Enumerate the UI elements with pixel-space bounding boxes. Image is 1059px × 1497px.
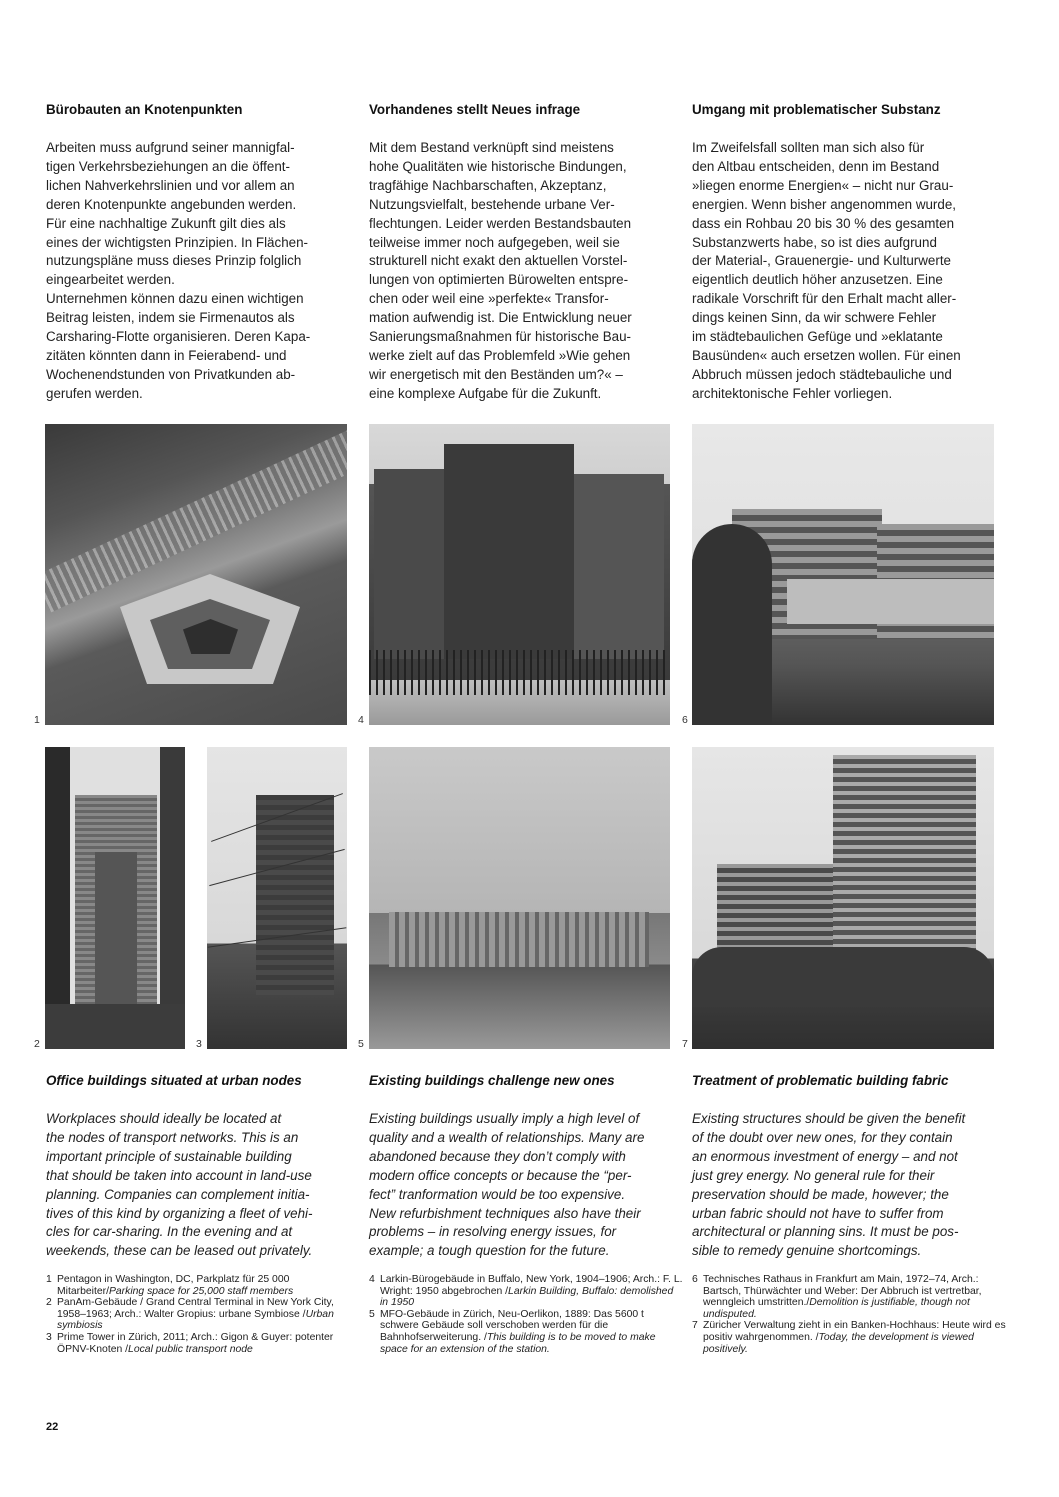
figure-number-5: 5 — [358, 1038, 364, 1050]
english-column-2 — [369, 1072, 679, 1261]
figure-number-4: 4 — [358, 714, 364, 726]
captions-column-2 — [369, 1274, 684, 1355]
photo-larkin-building — [369, 424, 670, 725]
body-text: Existing buildings usually imply a high level of quality and a wealth of relationships. Many are abandoned because they don’t comply with modern office concepts or because the “per- fect” tranformation would be too expensive. New refurbishment techniques also have their problems – in resolving energy issues, for example; a tough question for the future. — [369, 1111, 645, 1259]
photo-prime-tower — [207, 747, 347, 1049]
page-number: 22 — [46, 1421, 59, 1433]
figure-number-1: 1 — [34, 714, 40, 726]
photo-technisches-rathaus — [692, 424, 994, 725]
section-heading: Existing buildings challenge new ones — [369, 1073, 615, 1088]
captions-column-1 — [46, 1274, 361, 1355]
section-heading: Treatment of problematic building fabric — [692, 1073, 949, 1088]
english-column-1 — [46, 1072, 356, 1261]
english-column-3 — [692, 1072, 1002, 1261]
german-column-2 — [369, 101, 679, 404]
caption-item: 2 PanAm-Gebäude / Grand Central Terminal in New York City, 1958–1963; Arch.: Walter Gropius: urbane Symbiose /Urban symbiosis — [46, 1297, 334, 1332]
photo-pentagon-aerial — [45, 424, 347, 725]
caption-item: 1 Pentagon in Washington, DC, Parkplatz für 25 000 Mitarbeiter/Parking space for 25,000 staff members — [46, 1274, 294, 1297]
caption-item: 4 Larkin-Bürogebäude in Buffalo, New York, 1904–1906; Arch.: F. L. Wright: 1950 abgebrochen /Larkin Building, Buffalo: demolished in 1950 — [369, 1274, 683, 1309]
german-column-1 — [46, 101, 356, 404]
body-text: Existing structures should be given the benefit of the doubt over new ones, for they contain an enormous investment of energy – and not just grey energy. No general rule for their preservation should be made, however; the urban fabric should not have to suffer from architectural or planning sins. It must be pos- sible to remedy genuine shortcomings. — [692, 1111, 966, 1259]
section-heading: Umgang mit problematischer Substanz — [692, 102, 941, 117]
captions-column-3 — [692, 1274, 1007, 1355]
photo-panam-building — [45, 747, 185, 1049]
photo-zurich-highrise — [692, 747, 994, 1049]
german-column-3 — [692, 101, 1002, 404]
body-text: Arbeiten muss aufgrund seiner mannigfal- tigen Verkehrsbeziehungen an die öffent- lichen Nahverkehrslinien und vor allem an deren Knotenpunkte angebunden werden. Für eine nachhaltige Zukunft gilt dies als eines der wichtigsten Prinzipien. In Flächen- nutzungspläne muss dieses Prinzip folglich eingearbeitet werden. Unternehmen können dazu einen wichtigen Beitrag leisten, indem sie Firmenautos als Carsharing-Flotte organisieren. Deren Kapa- zitäten könnten dann in Feierabend- und Wochenendstunden von Privatkunden ab- gerufen werden. — [46, 140, 311, 401]
section-heading: Vorhandenes stellt Neues infrage — [369, 102, 581, 117]
section-heading: Office buildings situated at urban nodes — [46, 1073, 302, 1088]
caption-item: 5 MFO-Gebäude in Zürich, Neu-Oerlikon, 1889: Das 5600 t schwere Gebäude soll verschoben werden für die Bahnhofserweiterung. /This building is to be moved to make space for an extension of the station. — [369, 1308, 656, 1355]
figure-number-2: 2 — [34, 1038, 40, 1050]
body-text: Im Zweifelsfall sollten man sich also für den Altbau entscheiden, denn im Bestand »liegen enorme Energien« – nicht nur Grau- energien. Wenn bisher angenommen wurde, dass ein Rohbau 20 bis 30 % des gesamten Substanzwerts habe, so ist dies aufgrund der Material-, Grauenergie- und Kulturwerte eigentlich deutlich höher anzusetzen. Eine radikale Vorschrift für den Erhalt macht aller- dings keinen Sinn, da wir schwere Fehler im städtebaulichen Gefüge und »eklatante Bausünden« auch ersetzen wollen. Für einen Abbruch müssen jedoch städtebauliche und architektonische Fehler vorliegen. — [692, 140, 961, 401]
caption-item: 6 Technisches Rathaus in Frankfurt am Main, 1972–74, Arch.: Bartsch, Thürwächter und Weber: Der Abbruch ist vertretbar, wenngleich umstritten./Demolition is justifiable, though not undisputed. — [692, 1274, 982, 1320]
caption-item: 3 Prime Tower in Zürich, 2011; Arch.: Gigon & Guyer: potenter ÖPNV-Knoten /Local public transport node — [46, 1331, 334, 1355]
figure-number-3: 3 — [196, 1038, 202, 1050]
figure-number-7: 7 — [682, 1038, 688, 1050]
body-text: Mit dem Bestand verknüpft sind meistens hohe Qualitäten wie historische Bindungen, tragfähige Nachbarschaften, Akzeptanz, Nutzungsvielfalt, bestehende urbane Ver- flechtungen. Leider werden Bestandsbauten teilweise immer noch aufgegeben, weil sie strukturell nicht exakt den aktuellen Vorstel- lungen von optimierten Bürowelten entspre- chen oder weil eine »perfekte« Transfor- mation aufwendig ist. Die Entwicklung neuer Sanierungsmaßnahmen für historische Bau- werke zielt auf das Problemfeld »Wie gehen wir energetisch mit den Beständen um?« – eine komplexe Aufgabe für die Zukunft. — [369, 140, 632, 401]
body-text: Workplaces should ideally be located at the nodes of transport networks. This is an important principle of sustainable building that should be taken into account in land-use planning. Companies can complement initia- tives of this kind by organizing a fleet of vehi- cles for car-sharing. In the evening and at weekends, these can be leased out privately. — [46, 1111, 313, 1259]
caption-item: 7 Züricher Verwaltung zieht in ein Banken-Hochhaus: Heute wird es positiv wahrgenommen. /Today, the development is viewed positively. — [692, 1320, 1006, 1355]
section-heading: Bürobauten an Knotenpunkten — [46, 102, 243, 117]
figure-number-6: 6 — [682, 714, 688, 726]
photo-mfo-building — [369, 747, 670, 1049]
